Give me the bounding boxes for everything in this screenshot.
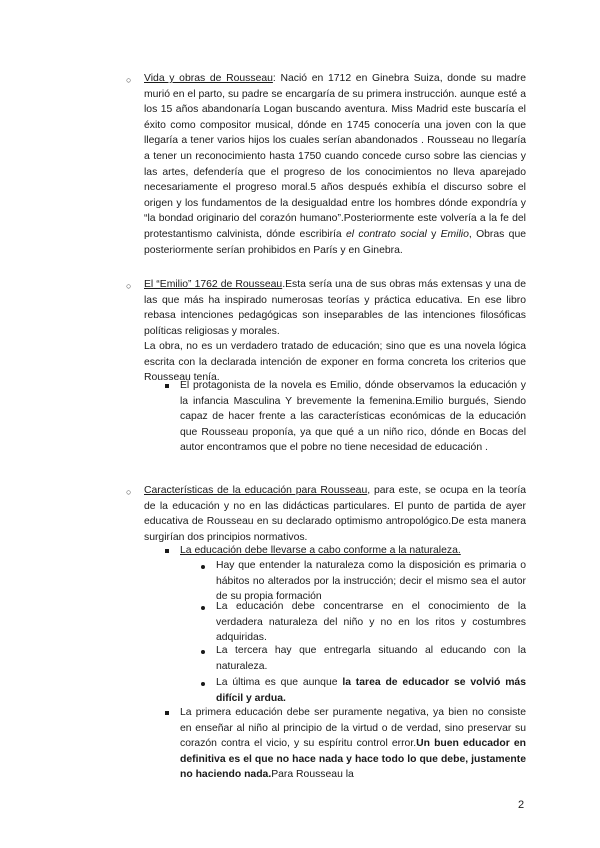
dot-bullet-icon (201, 565, 205, 569)
square-bullet-icon (165, 384, 169, 388)
section-emilio-paragraph-2: La obra, no es un verdadero tratado de educación; sino que es una novela lógica escrita con la declarada intención de exponer en forma concreta los criterios que Rousseau tenía. (144, 341, 526, 384)
principle-educacion-negativa: La primera educación debe ser puramente negativa, ya bien no consiste en enseñar al niño al principio de la virtud o de verdad, sino preservar su corazón contra el vicio, y su espíritu control error.Un buen educador en definitiva es el que no hace nada y hace todo lo que debe, justamente no haciendo nada.Para Rousseau la (180, 707, 526, 781)
work-title-emilio: Emilio (440, 228, 469, 240)
naturaleza-point-2: La educación debe concentrarse en el conocimiento de la verdadera naturaleza del niño y no en los ritos y costumbres adquiridas. (216, 601, 526, 644)
section-emilio: El “Emilio” 1762 de Rousseau.Esta sería una de sus obras más extensas y una de las que más ha inspirado numerosas teorías y práctica educativa. En ese libro rebasa intenciones pedagógicas son inseparables de las intenciones filosóficas políticas religiosas y morales. (144, 279, 526, 337)
emilio-protagonista: El protagonista de la novela es Emilio, dónde observamos la educación y la infancia Masculina Y brevemente la femenina.Emilio burgués, Siendo capaz de hacer frente a las características económicas de la educación que Rousseau proponía, ya que qué a un niño rico, dónde en Bocas del autor encontramos que el pobre no tiene necesidad de educación . (180, 380, 526, 454)
circle-bullet-icon: ○ (126, 487, 132, 497)
naturaleza-point-4: La última es que aunque la tarea de educador se volvió más difícil y ardua. (216, 677, 526, 704)
circle-bullet-icon: ○ (126, 281, 132, 291)
circle-bullet-icon: ○ (126, 75, 132, 85)
dot-bullet-icon (201, 650, 205, 654)
work-title-contrato: el contrato social (346, 228, 427, 240)
dot-bullet-icon (201, 682, 205, 686)
principle-naturaleza-title: La educación debe llevarse a cabo conforme a la naturaleza. (180, 545, 461, 556)
section-caracteristicas: Características de la educación para Rousseau, para este, se ocupa en la teoría de la educación y no en las didácticas particulares. El punto de partida de ayer educativa de Rousseau en su declarado optimismo antropológico.De esta manera surgirían dos principios normativos. (144, 485, 527, 543)
page-number: 2 (518, 799, 525, 811)
section-title-vida: Vida y obras de Rousseau (144, 73, 273, 84)
square-bullet-icon (165, 549, 169, 553)
naturaleza-point-3: La tercera hay que entregarla situando al educando con la naturaleza. (216, 645, 526, 672)
naturaleza-point-1: Hay que entender la naturaleza como la disposición es primaria o hábitos no alterados por la instrucción; decir el mismo sea el autor de su propia formación (216, 560, 526, 603)
section-vida-obras: Vida y obras de Rousseau: Nació en 1712 en Ginebra Suiza, donde su madre murió en el parto, su padre se encargaría de su primera instrucción. aunque esté a los 15 años abandonaría Logan buscando aventura. Miss Madrid este buscaría el éxito como compositor musical, dónde en 1745 conocería una joven con la que llegaría a tener varios hijos los cuales serían abandonados . Rousseau no llegaría a tener un reconocimiento hasta 1750 cuando concede curso sobre las ciencias y las artes, defendería que el progreso de los conocimientos no lleva aparejado necesariamente el progreso moral.5 años después exhibía el discurso sobre el origen y los fundamentos de la desigualdad entre los hombres dónde expondría y “la bondad originario del corazón humano”.Posteriormente este volvería a la fe del protestantismo calvinista, dónde escribiría el contrato social y Emilio, Obras que posteriormente serían prohibidos en París y en Ginebra. (144, 73, 526, 256)
section-title-emilio: El “Emilio” 1762 de Rousseau (144, 279, 283, 290)
square-bullet-icon (165, 711, 169, 715)
dot-bullet-icon (201, 606, 205, 610)
section-title-caracteristicas: Características de la educación para Rousseau (144, 485, 368, 496)
